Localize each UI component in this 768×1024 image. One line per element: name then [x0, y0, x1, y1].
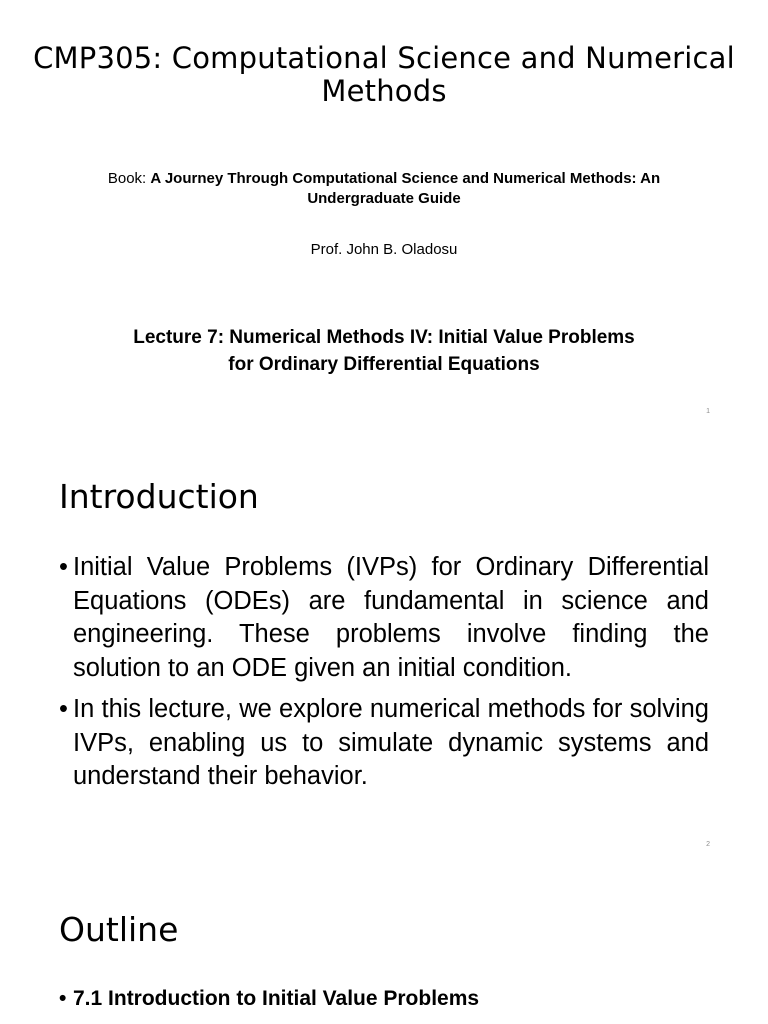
lecture-title: Lecture 7: Numerical Methods IV: Initial Value Problems for Ordinary Differential Equations	[133, 327, 635, 375]
book-prefix: Book:	[107, 170, 151, 187]
slide-page-number: 1	[706, 408, 710, 415]
title-slide	[0, 0, 768, 433]
section-heading: Outline	[59, 910, 179, 949]
professor-name: Prof. John B. Oladosu	[310, 241, 458, 258]
bullet-list	[59, 551, 709, 802]
bullet-item: • Initial Value Problems (IVPs) for Ordinary Differential Equations (ODEs) are fundamental in science and engineering. These problems involve finding the solution to an ODE given an initial condition.	[59, 551, 709, 685]
book-line	[100, 169, 668, 209]
book-title: A Journey Through Computational Science and Numerical Methods: An Undergraduate Guide	[150, 170, 661, 207]
outline-item: • 7.1 Introduction to Initial Value Problems	[59, 982, 709, 1015]
slide-page-number: 2	[706, 841, 710, 848]
outline-slide	[0, 866, 768, 1024]
outline-list	[59, 982, 709, 1015]
introduction-slide	[0, 433, 768, 866]
course-title: CMP305: Computational Science and Numerical Methods	[33, 41, 735, 108]
section-heading: Introduction	[59, 477, 259, 516]
bullet-item: • In this lecture, we explore numerical methods for solving IVPs, enabling us to simulate dynamic systems and understand their behavior.	[59, 693, 709, 794]
